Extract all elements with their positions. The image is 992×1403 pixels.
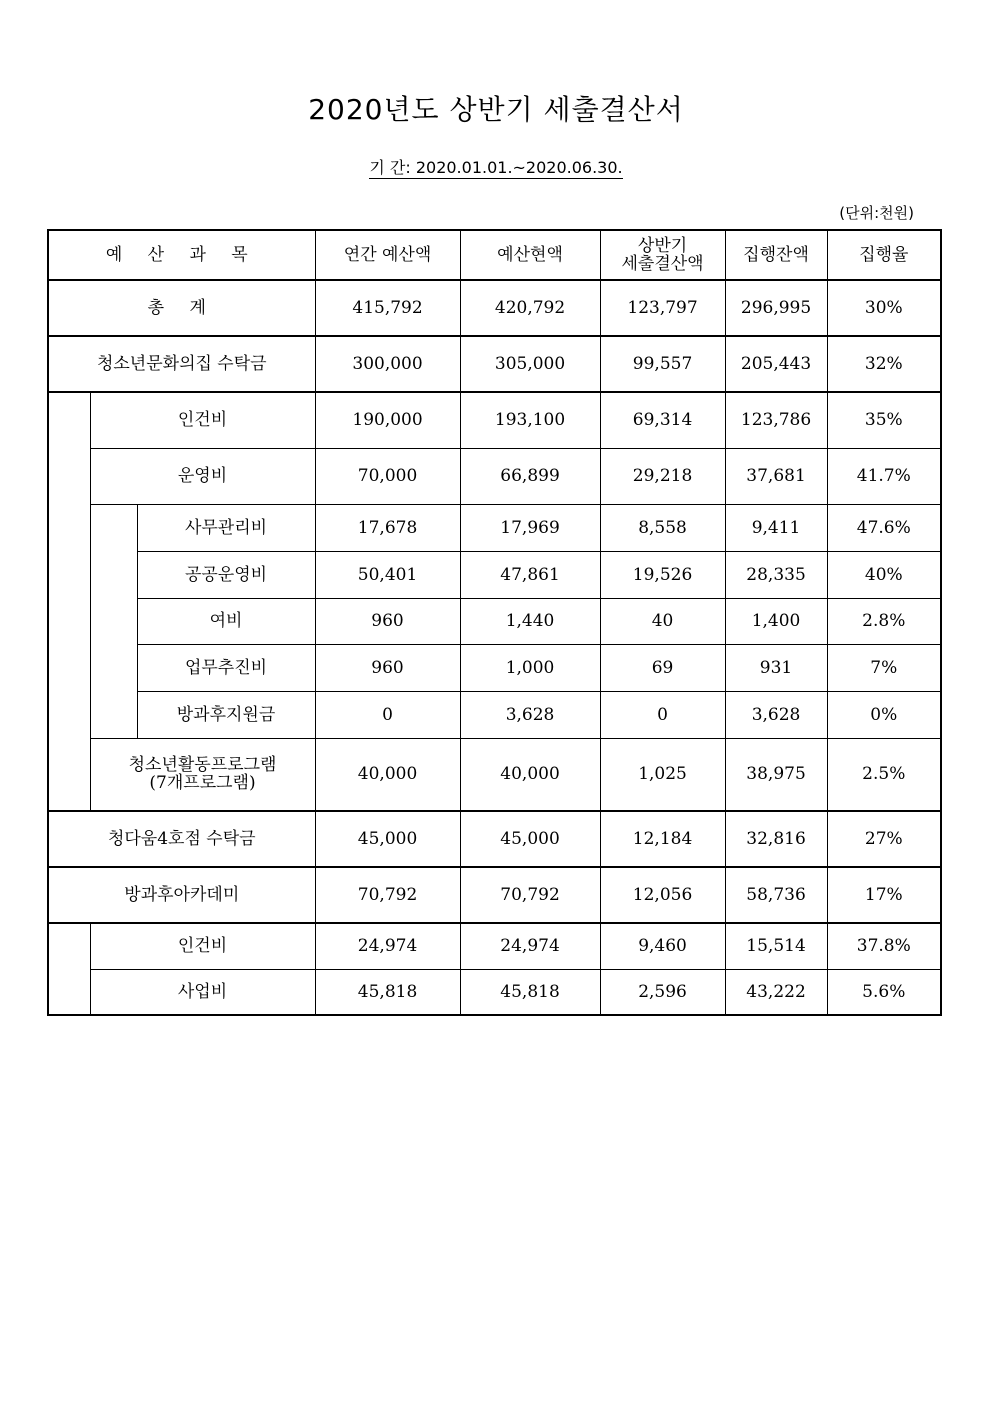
cell-rate: 37.8% xyxy=(827,923,941,969)
cell-half: 12,056 xyxy=(600,867,725,923)
cell-current: 40,000 xyxy=(460,738,600,811)
cell-half: 123,797 xyxy=(600,280,725,336)
cell-annual: 17,678 xyxy=(315,504,460,551)
cell-half: 19,526 xyxy=(600,551,725,598)
cell-balance: 296,995 xyxy=(725,280,827,336)
label-office: 사무관리비 xyxy=(137,504,315,551)
label-program-line1: 청소년활동프로그램 xyxy=(128,755,277,776)
label-youth-personnel: 인건비 xyxy=(90,392,315,448)
cell-balance: 1,400 xyxy=(725,598,827,644)
cell-rate: 40% xyxy=(827,551,941,598)
unit-label: (단위:천원) xyxy=(839,204,914,222)
header-current: 예산현액 xyxy=(460,230,600,280)
cell-current: 66,899 xyxy=(460,448,600,504)
cell-half: 69,314 xyxy=(600,392,725,448)
cell-annual: 50,401 xyxy=(315,551,460,598)
cell-balance: 28,335 xyxy=(725,551,827,598)
cell-rate: 32% xyxy=(827,336,941,392)
cell-balance: 38,975 xyxy=(725,738,827,811)
header-balance: 집행잔액 xyxy=(725,230,827,280)
cell-current: 45,000 xyxy=(460,811,600,867)
label-travel: 여비 xyxy=(137,598,315,644)
row-office xyxy=(48,504,941,551)
indent-spacer xyxy=(48,923,90,1015)
row-youth-personnel xyxy=(48,392,941,448)
cell-balance: 32,816 xyxy=(725,811,827,867)
cell-balance: 123,786 xyxy=(725,392,827,448)
cell-annual: 45,818 xyxy=(315,969,460,1015)
period-text: 기 간: 2020.01.01.~2020.06.30. xyxy=(369,158,623,177)
cell-half: 40 xyxy=(600,598,725,644)
label-business: 업무추진비 xyxy=(137,644,315,691)
header-annual: 연간 예산액 xyxy=(315,230,460,280)
header-item-text: 예 산 과 목 xyxy=(105,245,258,265)
cell-balance: 3,628 xyxy=(725,691,827,738)
label-total-text: 총 계 xyxy=(147,298,216,318)
cell-annual: 70,792 xyxy=(315,867,460,923)
cell-half: 8,558 xyxy=(600,504,725,551)
cell-current: 420,792 xyxy=(460,280,600,336)
row-youth xyxy=(48,336,941,392)
cell-balance: 931 xyxy=(725,644,827,691)
cell-rate: 5.6% xyxy=(827,969,941,1015)
cell-half: 2,596 xyxy=(600,969,725,1015)
cell-half: 99,557 xyxy=(600,336,725,392)
cell-current: 17,969 xyxy=(460,504,600,551)
cell-balance: 37,681 xyxy=(725,448,827,504)
header-half-line2: 세출결산액 xyxy=(621,254,704,274)
cell-annual: 24,974 xyxy=(315,923,460,969)
label-youth-operation: 운영비 xyxy=(90,448,315,504)
label-cheongdaum: 청다움4호점 수탁금 xyxy=(48,811,315,867)
cell-current: 1,440 xyxy=(460,598,600,644)
label-youth: 청소년문화의집 수탁금 xyxy=(48,336,315,392)
cell-rate: 2.5% xyxy=(827,738,941,811)
row-business xyxy=(48,644,941,691)
indent-spacer xyxy=(48,392,90,811)
label-academy-personnel: 인건비 xyxy=(90,923,315,969)
label-afterschool-support: 방과후지원금 xyxy=(137,691,315,738)
row-public xyxy=(48,551,941,598)
header-half-line1: 상반기 xyxy=(637,236,688,256)
cell-annual: 70,000 xyxy=(315,448,460,504)
cell-rate: 41.7% xyxy=(827,448,941,504)
cell-annual: 190,000 xyxy=(315,392,460,448)
cell-balance: 9,411 xyxy=(725,504,827,551)
header-row xyxy=(48,230,941,280)
cell-half: 29,218 xyxy=(600,448,725,504)
label-program xyxy=(90,738,315,811)
cell-rate: 17% xyxy=(827,867,941,923)
cell-balance: 58,736 xyxy=(725,867,827,923)
cell-current: 24,974 xyxy=(460,923,600,969)
budget-table xyxy=(47,229,942,1016)
row-afterschool-support xyxy=(48,691,941,738)
cell-rate: 30% xyxy=(827,280,941,336)
cell-annual: 415,792 xyxy=(315,280,460,336)
indent-spacer xyxy=(90,504,137,738)
cell-current: 193,100 xyxy=(460,392,600,448)
label-academy: 방과후아카데미 xyxy=(48,867,315,923)
cell-balance: 15,514 xyxy=(725,923,827,969)
header-half xyxy=(600,230,725,280)
header-item xyxy=(48,230,315,280)
label-total xyxy=(48,280,315,336)
cell-current: 47,861 xyxy=(460,551,600,598)
label-academy-project: 사업비 xyxy=(90,969,315,1015)
period-line xyxy=(0,155,992,178)
cell-balance: 205,443 xyxy=(725,336,827,392)
row-travel xyxy=(48,598,941,644)
cell-rate: 27% xyxy=(827,811,941,867)
cell-rate: 47.6% xyxy=(827,504,941,551)
cell-annual: 960 xyxy=(315,598,460,644)
cell-annual: 45,000 xyxy=(315,811,460,867)
row-cheongdaum xyxy=(48,811,941,867)
cell-current: 3,628 xyxy=(460,691,600,738)
row-total xyxy=(48,280,941,336)
document-title: 2020년도 상반기 세출결산서 xyxy=(308,93,684,126)
cell-half: 12,184 xyxy=(600,811,725,867)
cell-annual: 300,000 xyxy=(315,336,460,392)
cell-balance: 43,222 xyxy=(725,969,827,1015)
cell-half: 1,025 xyxy=(600,738,725,811)
label-program-line2: (7개프로그램) xyxy=(149,773,256,794)
cell-rate: 0% xyxy=(827,691,941,738)
cell-current: 305,000 xyxy=(460,336,600,392)
cell-half: 0 xyxy=(600,691,725,738)
row-program xyxy=(48,738,941,811)
cell-current: 1,000 xyxy=(460,644,600,691)
header-rate: 집행율 xyxy=(827,230,941,280)
cell-rate: 2.8% xyxy=(827,598,941,644)
cell-annual: 40,000 xyxy=(315,738,460,811)
cell-annual: 960 xyxy=(315,644,460,691)
cell-current: 70,792 xyxy=(460,867,600,923)
cell-rate: 35% xyxy=(827,392,941,448)
cell-half: 69 xyxy=(600,644,725,691)
cell-rate: 7% xyxy=(827,644,941,691)
label-public: 공공운영비 xyxy=(137,551,315,598)
cell-half: 9,460 xyxy=(600,923,725,969)
row-academy xyxy=(48,867,941,923)
cell-annual: 0 xyxy=(315,691,460,738)
row-academy-project xyxy=(48,969,941,1015)
cell-current: 45,818 xyxy=(460,969,600,1015)
row-academy-personnel xyxy=(48,923,941,969)
row-youth-operation xyxy=(48,448,941,504)
